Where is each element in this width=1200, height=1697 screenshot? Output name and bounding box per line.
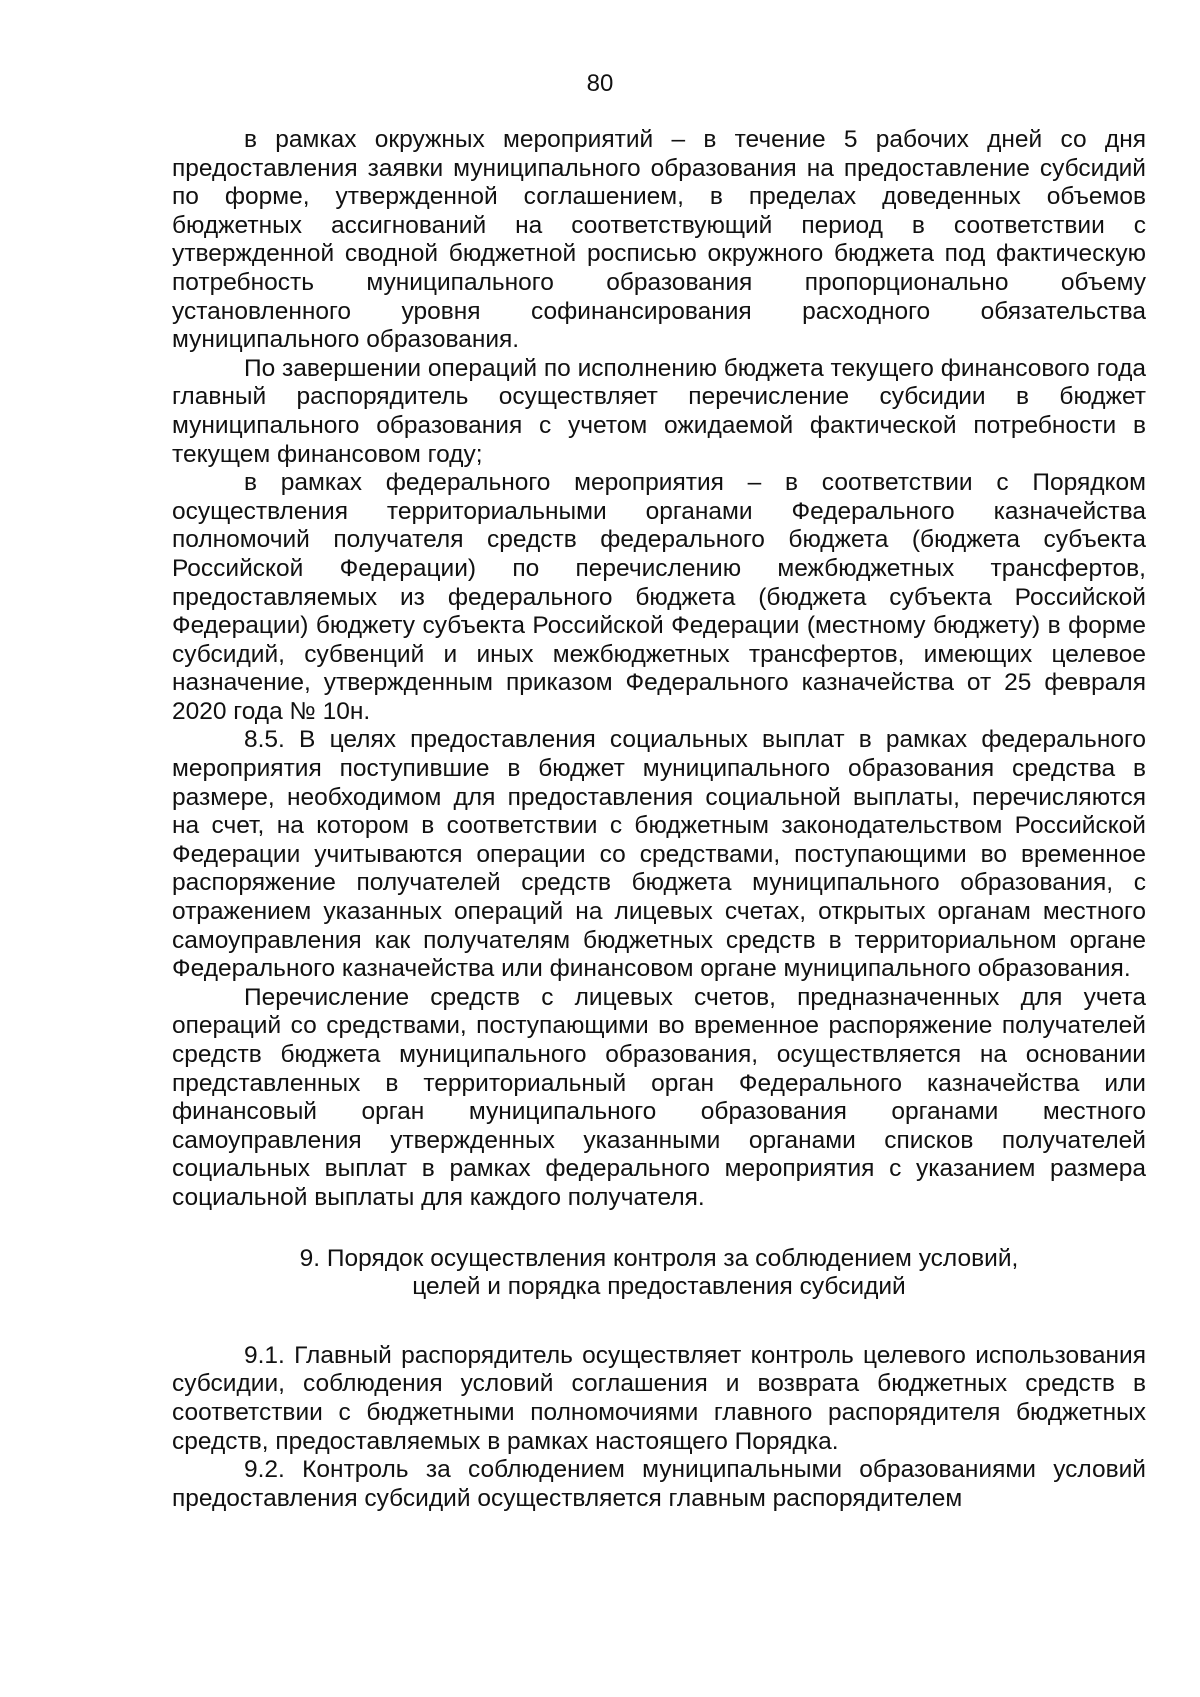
paragraph-district-events: в рамках окружных мероприятий – в течение 5 рабочих дней со дня предоставления заявки муниципального образования на предоставление субсидий по форме, утвержденной соглашением, в пределах доведенных объемов бюджетных ассигнований на соответствующий период в соответствии с утвержденной сводной бюджетной росписью окружного бюджета под фактическую потребность муниципального образования пропорционально объему установленного уровня софинансирования расходного обязательства муниципального образования. (172, 126, 1146, 354)
paragraph-9-2: 9.2. Контроль за соблюдением муниципальными образованиями условий предоставления субсидий осуществляется главным распорядителем (172, 1456, 1146, 1512)
paragraph-9-1: 9.1. Главный распорядитель осуществляет контроль целевого использования субсидии, соблюдения условий соглашения и возврата бюджетных средств в соответствии с бюджетными полномочиями главного распорядителя бюджетных средств, предоставляемых в рамках настоящего Порядка. (172, 1341, 1146, 1455)
section-heading (172, 1245, 1146, 1302)
section-heading-line-1: 9. Порядок осуществления контроля за соблюдением условий, (299, 1244, 1019, 1272)
paragraph-budget-completion: По завершении операций по исполнению бюджета текущего финансового года главный распорядитель осуществляет перечисление субсидии в бюджет муниципального образования с учетом ожидаемой фактической потребности в текущем финансовом году; (172, 354, 1146, 468)
paragraph-8-5: 8.5. В целях предоставления социальных выплат в рамках федерального мероприятия поступившие в бюджет муниципального образования средства в размере, необходимом для предоставления социальной выплаты, перечисляются на счет, на котором в соответствии с бюджетным законодательством Российской Федерации учитываются операции со средствами, поступающими во временное распоряжение получателей средств бюджета муниципального образования, с отражением указанных операций на лицевых счетах, открытых органам местного самоуправления как получателям бюджетных средств в территориальном органе Федерального казначейства или финансовом органе муниципального образования. (172, 726, 1146, 983)
section-heading-line-2: целей и порядка предоставления субсидий (412, 1273, 906, 1301)
document-body (172, 126, 1146, 1513)
paragraph-transfer-of-funds: Перечисление средств с лицевых счетов, предназначенных для учета операций со средствами, поступающими во временное распоряжение получателей средств бюджета муниципального образования, осуществляется на основании представленных в территориальный орган Федерального казначейства или финансовый орган муниципального образования органами местного самоуправления утвержденных указанными органами списков получателей социальных выплат в рамках федерального мероприятия с указанием размера социальной выплаты для каждого получателя. (172, 983, 1146, 1211)
page-number: 80 (586, 70, 614, 97)
paragraph-federal-event: в рамках федерального мероприятия – в соответствии с Порядком осуществления территориальными органами Федерального казначейства полномочий получателя средств федерального бюджета (бюджета субъекта Российской Федерации) по перечислению межбюджетных трансфертов, предоставляемых из федерального бюджета (бюджета субъекта Российской Федерации) бюджету субъекта Российской Федерации (местному бюджету) в форме субсидий, субвенций и иных межбюджетных трансфертов, имеющих целевое назначение, утвержденным приказом Федерального казначейства от 25 февраля 2020 года № 10н. (172, 469, 1146, 725)
